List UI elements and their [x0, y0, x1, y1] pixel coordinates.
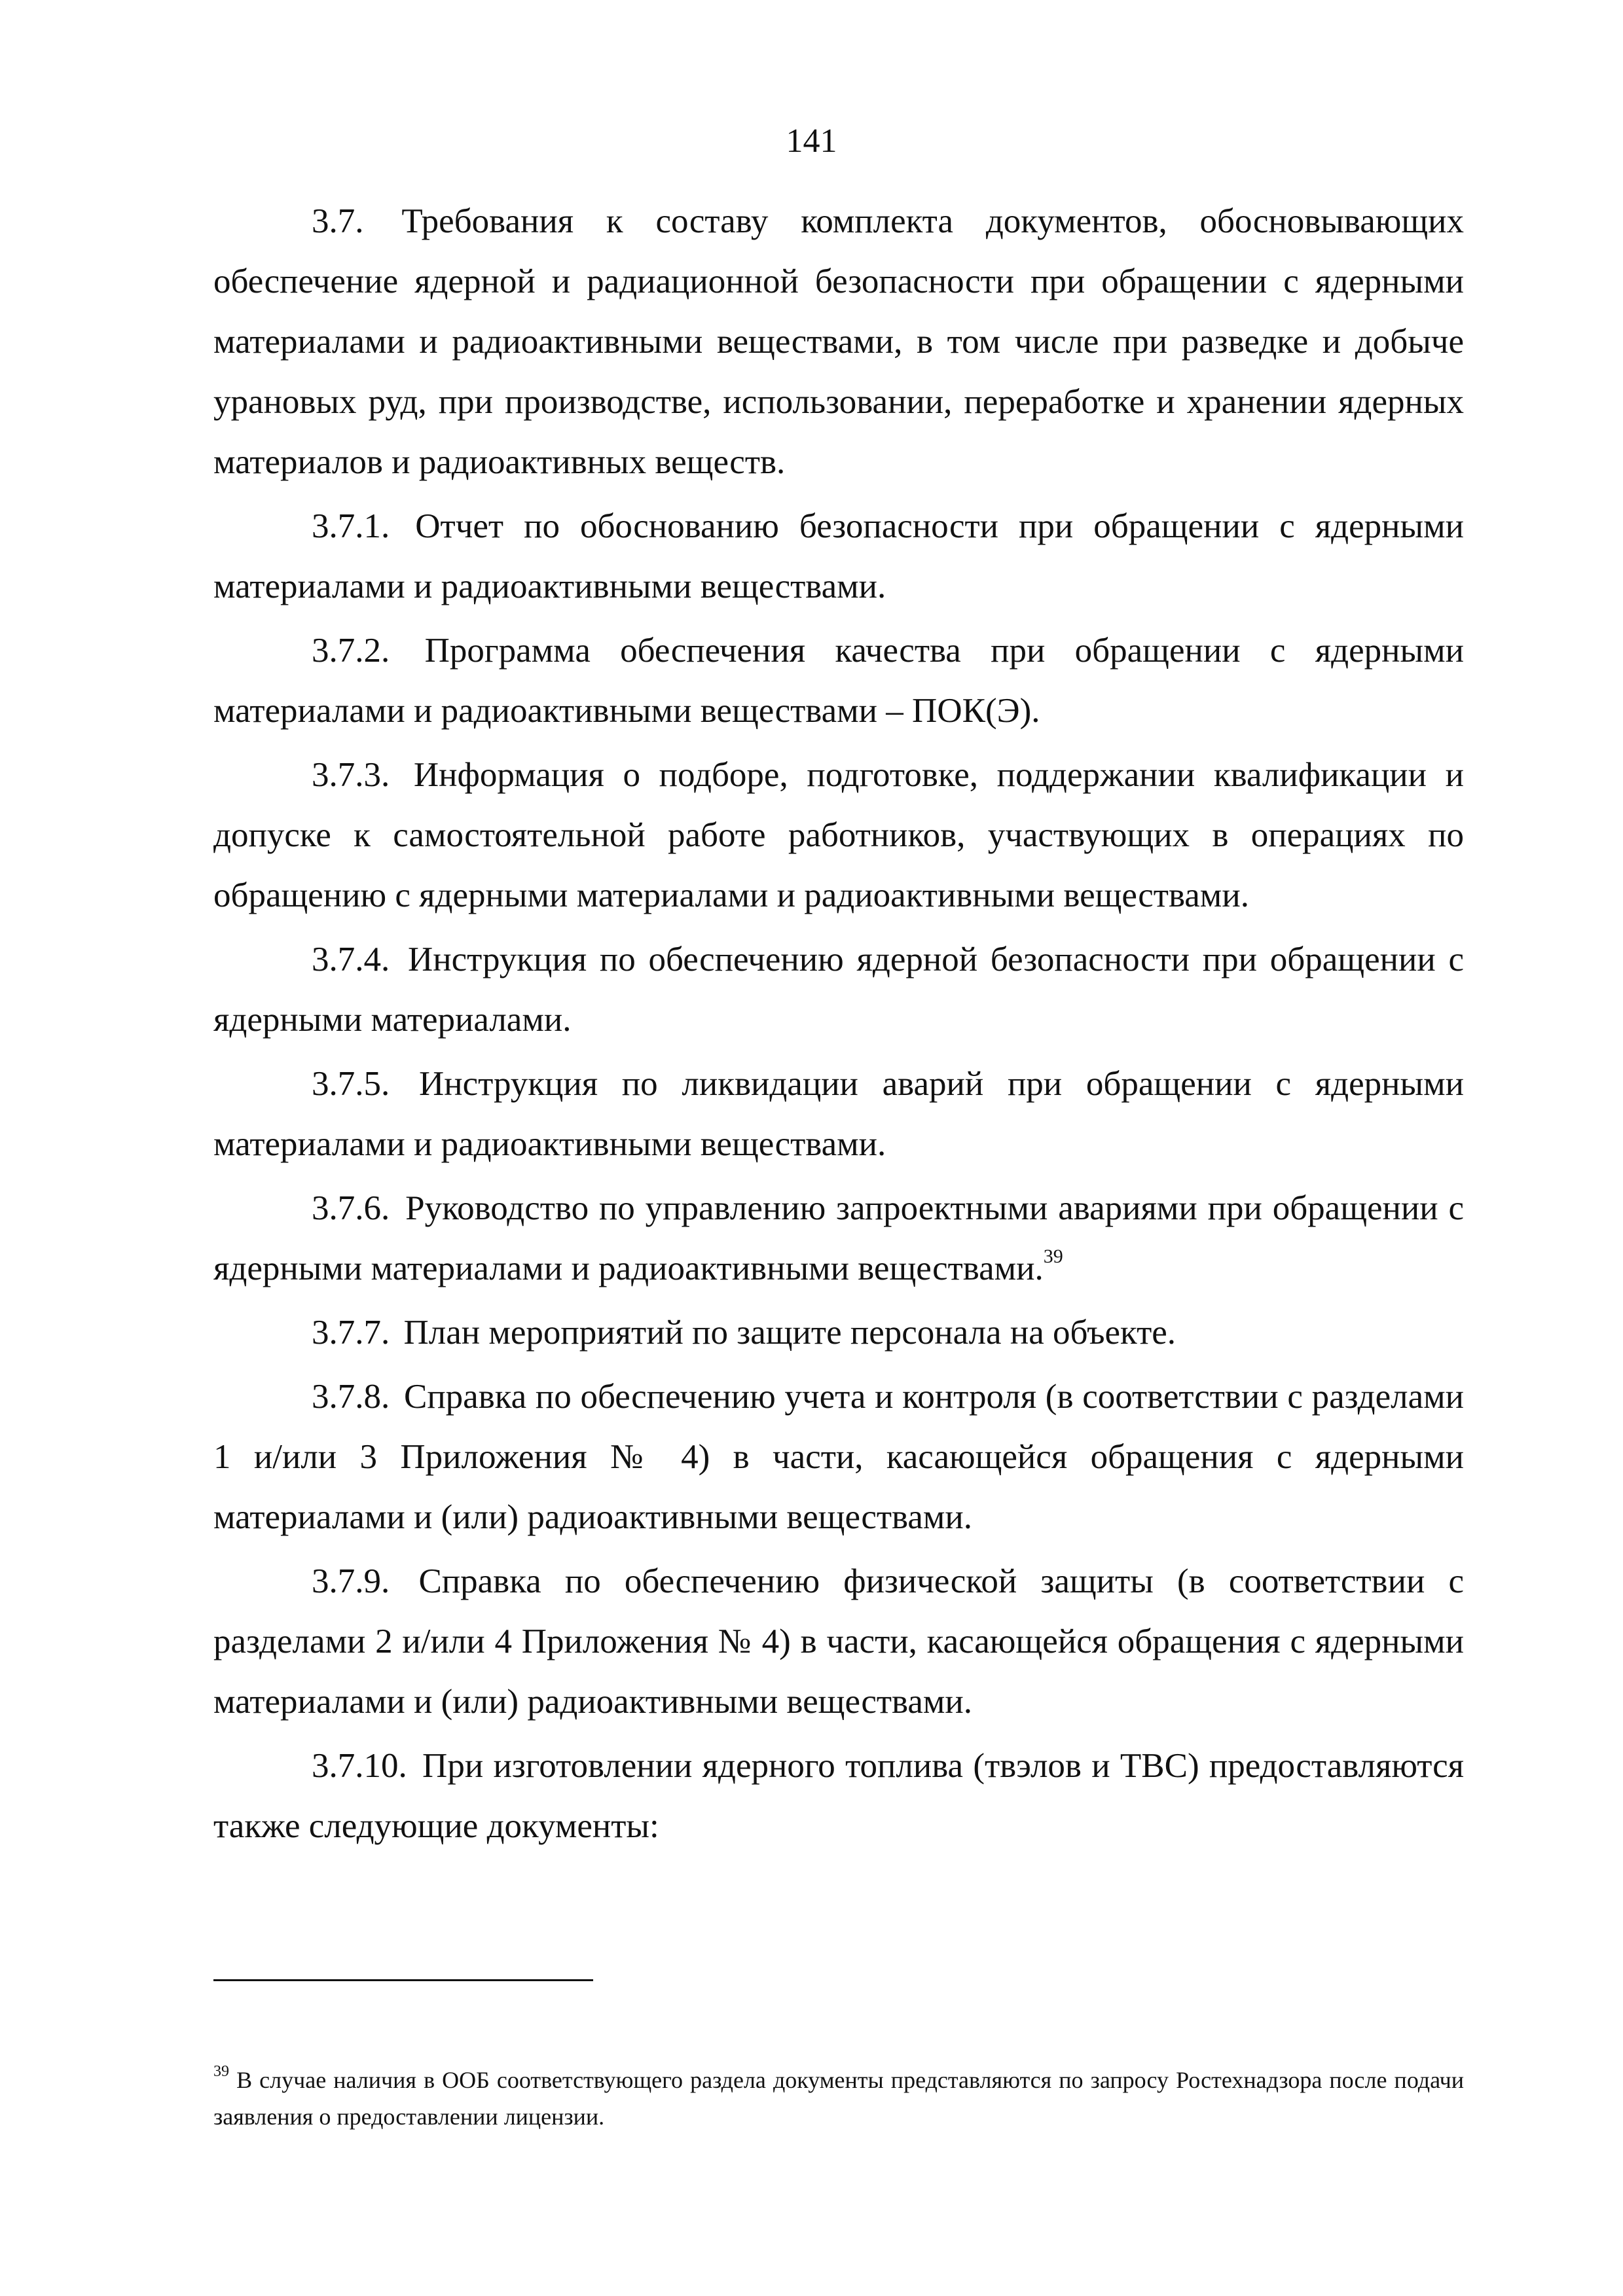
paragraph-3-7-1	[213, 496, 1464, 617]
paragraph-text: При изготовлении ядерного топлива (твэлов и ТВС) предоставляются также следующие документы:	[213, 1747, 1464, 1845]
paragraph-number: 3.7.3.	[312, 756, 390, 794]
paragraph-3-7-8	[213, 1367, 1464, 1547]
paragraph-text: Справка по обеспечению учета и контроля (в соответствии с разделами 1 и/или 3 Приложения № 4) в части, касающейся обращения с ядерными материалами и (или) радиоактивными веществами.	[213, 1378, 1464, 1536]
paragraph-text: Инструкция по обеспечению ядерной безопасности при обращении с ядерными материалами.	[213, 941, 1464, 1039]
footnote-divider	[213, 1979, 593, 1981]
paragraph-3-7-7	[213, 1302, 1464, 1363]
paragraph-text: Справка по обеспечению физической защиты (в соответствии с разделами 2 и/или 4 Приложения № 4) в части, касающейся обращения с ядерными материалами и (или) радиоактивными веществами.	[213, 1562, 1465, 1721]
document-body	[213, 191, 1464, 1860]
paragraph-3-7-9	[213, 1551, 1464, 1732]
footnote	[213, 2062, 1464, 2135]
paragraph-text: Требования к составу комплекта документов, обосновывающих обеспечение ядерной и радиационной безопасности при обращении с ядерными материалами и радиоактивными веществами, в том числе при разведке и добыче урановых руд, при производстве, использовании, переработке и хранении ядерных материалов и радиоактивных веществ.	[213, 202, 1464, 481]
paragraph-number: 3.7.4.	[312, 941, 390, 978]
paragraph-number: 3.7.6.	[312, 1189, 390, 1227]
paragraph-3-7-3	[213, 745, 1464, 925]
paragraph-number: 3.7.2.	[312, 632, 390, 670]
paragraph-number: 3.7.1.	[312, 507, 390, 545]
paragraph-text: Инструкция по ликвидации аварий при обращении с ядерными материалами и радиоактивными веществами.	[213, 1065, 1464, 1163]
footnote-text: В случае наличия в ООБ соответствующего раздела документы представляются по запросу Ростехнадзора после подачи заявления о предоставлении лицензии.	[213, 2067, 1465, 2130]
paragraph-number: 3.7.	[312, 202, 364, 240]
paragraph-text: План мероприятий по защите персонала на объекте.	[403, 1314, 1176, 1352]
paragraph-3-7-5	[213, 1054, 1464, 1174]
footnote-mark: 39	[213, 2063, 229, 2080]
paragraph-text: Информация о подборе, подготовке, поддержании квалификации и допуске к самостоятельной работе работников, участвующих в операциях по обращению с ядерными материалами и радиоактивными веществами.	[213, 756, 1464, 914]
paragraph-3-7-4	[213, 929, 1464, 1050]
paragraph-text: Руководство по управлению запроектными авариями при обращении с ядерными материалами и радиоактивными веществами.	[213, 1189, 1465, 1287]
paragraph-3-7-10	[213, 1736, 1464, 1856]
paragraph-number: 3.7.7.	[312, 1314, 390, 1352]
paragraph-number: 3.7.9.	[312, 1562, 390, 1600]
paragraph-3-7-2	[213, 620, 1464, 741]
paragraph-3-7	[213, 191, 1464, 492]
paragraph-text: Отчет по обоснованию безопасности при обращении с ядерными материалами и радиоактивными веществами.	[213, 507, 1465, 605]
paragraph-number: 3.7.5.	[312, 1065, 390, 1103]
page-number: 141	[786, 122, 837, 160]
paragraph-number: 3.7.8.	[312, 1378, 390, 1416]
footnote-reference[interactable]: 39	[1043, 1246, 1063, 1267]
paragraph-text: Программа обеспечения качества при обращении с ядерными материалами и радиоактивными веществами – ПОК(Э).	[213, 632, 1464, 730]
paragraph-3-7-6	[213, 1178, 1464, 1299]
paragraph-number: 3.7.10.	[312, 1747, 407, 1785]
